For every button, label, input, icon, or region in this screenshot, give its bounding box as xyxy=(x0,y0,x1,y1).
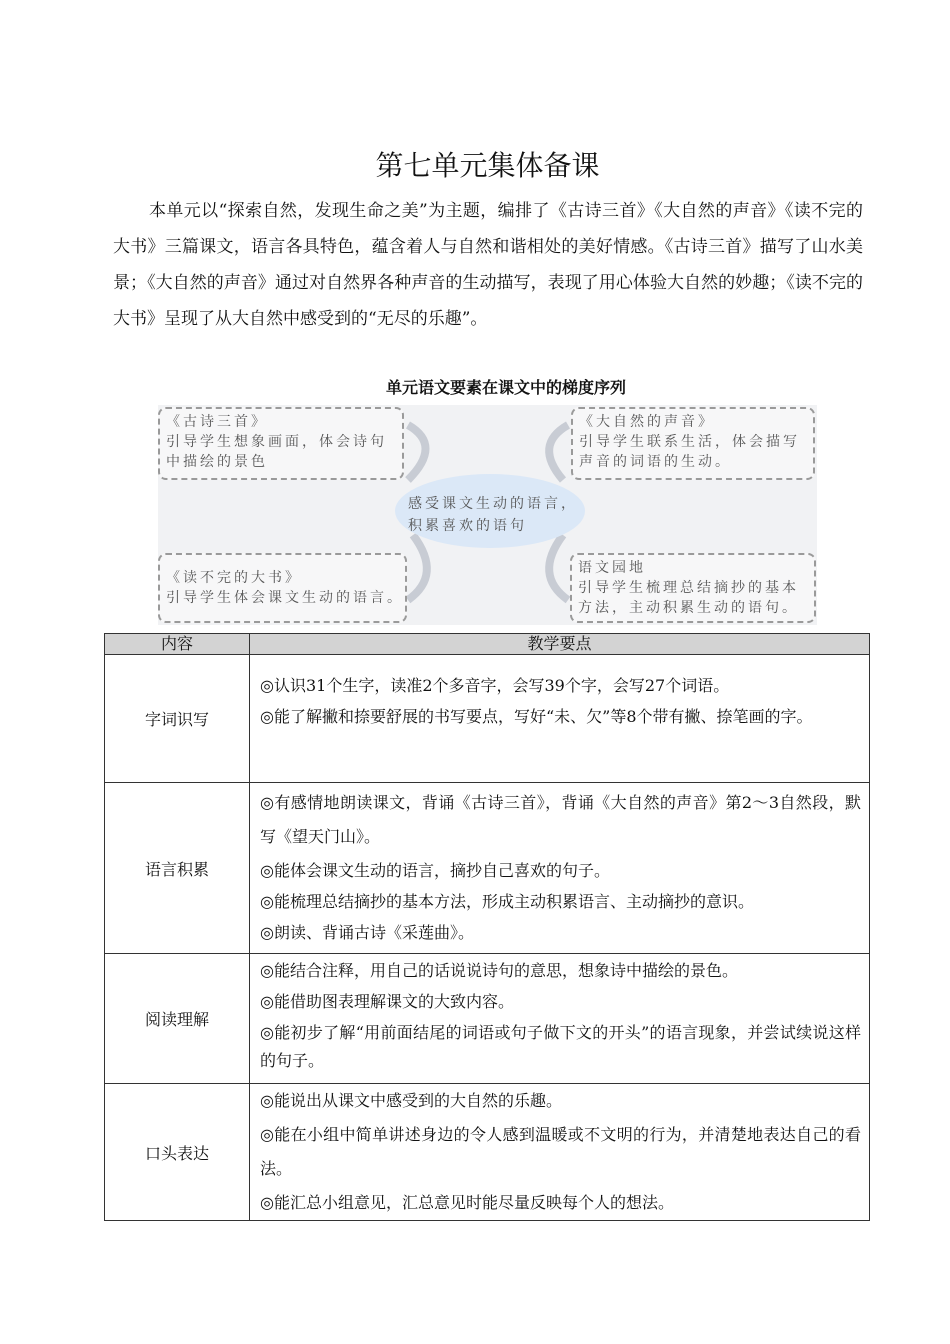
connector-top-left xyxy=(408,425,426,480)
table-header-row xyxy=(105,634,870,655)
row-points xyxy=(250,783,870,954)
node-du-buwan-de-dashu xyxy=(158,553,407,623)
connector-top-right xyxy=(549,425,568,480)
node-text-line: 方法，主动积累生动的语句。 xyxy=(578,600,799,616)
diagram-title: 单元语文要素在课文中的梯度序列 xyxy=(385,378,626,397)
node-daziran-de-shengyin xyxy=(571,407,815,480)
teaching-point: ◎能借助图表理解课文的大致内容。 xyxy=(260,992,514,1011)
row-points xyxy=(250,655,870,783)
row-category: 阅读理解 xyxy=(105,954,250,1084)
intro-paragraph: 本单元以“探索自然，发现生命之美”为主题，编排了《古诗三首》《大自然的声音》《读不完的大书》三篇课文，语言各具特色，蕴含着人与自然和谐相处的美好情感。《古诗三首》描写了山水美景；《大自然的声音》通过对自然界各种声音的生动描写，表现了用心体验大自然的妙趣；《读不完的大书》呈现了从大自然中感受到的“无尽的乐趣”。 xyxy=(113,201,863,329)
node-text-line: 声音的词语的生动。 xyxy=(579,454,732,470)
teaching-point: ◎有感情地朗读课文，背诵《古诗三首》，背诵《大自然的声音》第2～3自然段，默写《望天门山》。 xyxy=(260,793,861,846)
row-category: 语言积累 xyxy=(105,783,250,954)
table-row xyxy=(105,783,870,954)
node-heading: 《读不完的大书》 xyxy=(166,570,302,586)
connector-bottom-left xyxy=(408,535,427,600)
mind-map-diagram xyxy=(158,405,817,625)
table-row xyxy=(105,655,870,783)
node-heading: 《大自然的声音》 xyxy=(579,414,715,430)
node-heading: 《古诗三首》 xyxy=(166,414,268,430)
row-category: 字词识写 xyxy=(105,655,250,783)
node-heading: 语文园地 xyxy=(578,560,646,576)
row-points xyxy=(250,1084,870,1221)
teaching-point: ◎能汇总小组意见，汇总意见时能尽量反映每个人的想法。 xyxy=(260,1193,674,1212)
node-text-line: 引导学生梳理总结摘抄的基本 xyxy=(578,580,799,596)
teaching-point: ◎能梳理总结摘抄的基本方法，形成主动积累语言、主动摘抄的意识。 xyxy=(260,892,754,911)
node-text-line: 引导学生想象画面，体会诗句 xyxy=(166,434,387,450)
column-header-points: 教学要点 xyxy=(250,634,870,655)
teaching-point: ◎能体会课文生动的语言，摘抄自己喜欢的句子。 xyxy=(260,861,610,880)
connector-bottom-right xyxy=(549,535,568,600)
teaching-point: ◎能了解撇和捺要舒展的书写要点，写好“未、欠”等8个带有撇、捺笔画的字。 xyxy=(260,707,813,726)
teaching-point: ◎能初步了解“用前面结尾的词语或句子做下文的开头”的语言现象，并尝试续说这样的句子。 xyxy=(260,1023,861,1070)
table-row xyxy=(105,1084,870,1221)
column-header-content: 内容 xyxy=(105,634,250,655)
node-text-line: 中描绘的景色 xyxy=(166,454,268,470)
page-title: 第七单元集体备课 xyxy=(375,149,600,182)
table-row xyxy=(105,954,870,1084)
central-topic-line-2: 积累喜欢的语句 xyxy=(408,518,527,534)
teaching-point: ◎能说出从课文中感受到的大自然的乐趣。 xyxy=(260,1091,562,1110)
node-gushi-sanshou xyxy=(158,407,404,480)
teaching-point: ◎认识31个生字，读准2个多音字，会写39个字，会写27个词语。 xyxy=(260,676,730,695)
node-text-line: 引导学生联系生活，体会描写 xyxy=(579,434,800,450)
teaching-point: ◎朗读、背诵古诗《采莲曲》。 xyxy=(260,923,474,942)
node-text-line: 引导学生体会课文生动的语言。 xyxy=(166,590,404,606)
central-topic-line-1: 感受课文生动的语言， xyxy=(408,496,578,512)
central-topic xyxy=(408,493,588,537)
row-points xyxy=(250,954,870,1084)
row-category: 口头表达 xyxy=(105,1084,250,1221)
node-yuwen-yuandi xyxy=(570,553,816,623)
teaching-point: ◎能结合注释，用自己的话说说诗句的意思，想象诗中描绘的景色。 xyxy=(260,961,738,980)
teaching-point: ◎能在小组中简单讲述身边的令人感到温暖或不文明的行为，并清楚地表达自己的看法。 xyxy=(260,1125,861,1178)
teaching-points-table xyxy=(104,633,870,1221)
